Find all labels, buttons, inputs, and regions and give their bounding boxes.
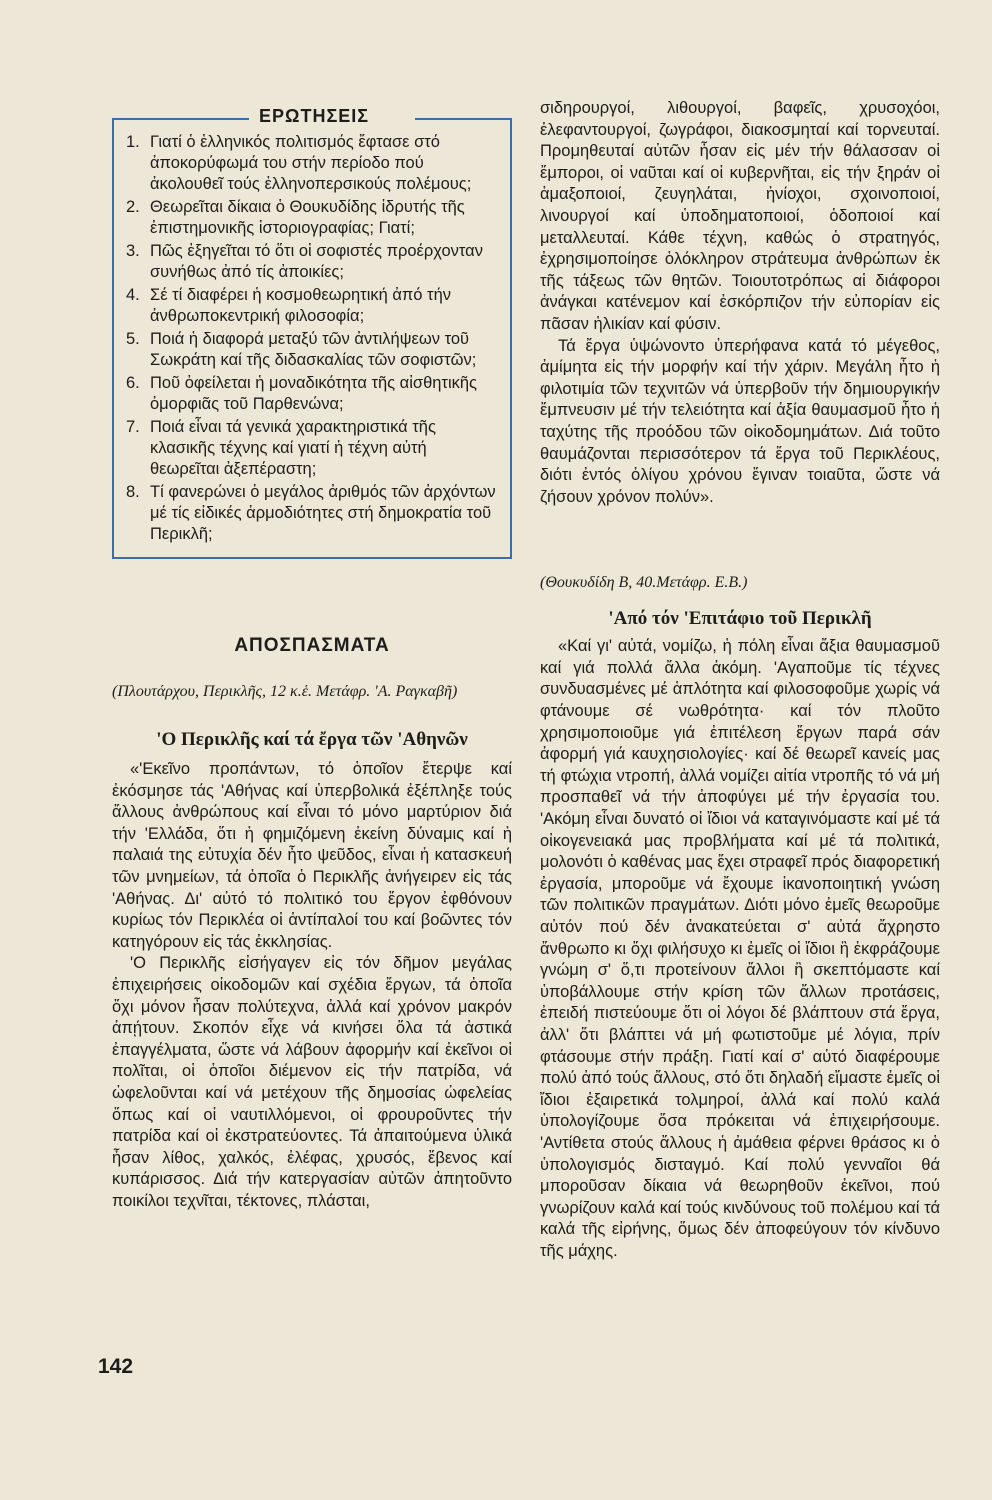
questions-title: ΕΡΩΤΗΣΕΙΣ	[259, 106, 370, 126]
question-item: 2. Θεωρεῖται δίκαια ὁ Θουκυδίδης ἱδρυτής τῆς ἐπιστημονικῆς ἱστοριογραφίας; Γιατί;	[126, 198, 465, 237]
question-item: 3. Πῶς ἐξηγεῖται τό ὅτι οἱ σοφιστές προέρχονταν συνήθως ἀπό τίς ἀποικίες;	[126, 242, 483, 281]
right-column	[540, 98, 940, 1263]
excerpt-citation-thucydides: (Θουκυδίδη Β, 40.Μετάφρ. Ε.Β.)	[540, 574, 748, 592]
paragraph: «'Εκεῖνο προπάντων, τό ὁποῖον ἔτερψε καί ἐκόσμησε τάς 'Αθήνας καί ὑπερβολικά ἐξέπληξε τούς ἄλλους ἀνθρώπους καί εἶναι τό μόνο μαρτύριον διά τήν 'Ελλάδα, ὅτι ἡ φημιζόμενη ἐκείνη δύναμις καί ἡ παλαιά της εὐτυχία δέν ἦτο ψεῦδος, εἶναι ἡ κατασκευή τῶν μνημείων, τά ὁποῖα ὁ Περικλῆς ἀνήγειρεν εἰς τάς 'Αθήνας. Δι' αὐτό τό πολιτικό του ἔργον ἐφθόνουν κυρίως τόν Περικλέα οἱ ἀντίπαλοί του καί βοῶντες τόν κατηγόρουν εἰς τάς ἐκκλησίας.	[112, 760, 512, 951]
questions-box	[112, 106, 512, 559]
question-item: 8. Τί φανερώνει ὁ μεγάλος ἀριθμός τῶν ἀρχόντων μέ τίς εἰδικές ἀρμοδιότητες στή δημοκρατία τοῦ Περικλῆ;	[126, 483, 496, 543]
question-item: 6. Ποῦ ὀφείλεται ἡ μοναδικότητα τῆς αἰσθητικῆς ὀμορφιᾶς τοῦ Παρθενώνα;	[126, 374, 477, 413]
excerpt-body-left	[112, 759, 512, 1212]
page-number: 142	[98, 1355, 134, 1378]
excerpt-citation-plutarch: (Πλουτάρχου, Περικλῆς, 12 κ.ἑ. Μετάφρ. 'Α. Ραγκαβῆ)	[112, 683, 458, 700]
paragraph: «Καί γι' αὐτά, νομίζω, ἡ πόλη εἶναι ἄξια θαυμασμοῦ καί γιά πολλά ἄλλα ἀκόμη. 'Αγαποῦμε τίς τέχνες συνδυασμένες μέ ἁπλότητα καί φιλοσοφοῦμε χωρίς νά φτάνουμε σέ νωθρότητα· καί τόν πλοῦτο χρησιμοποιοῦμε γιά ἐπιτέλεση ἔργων παρά σάν ἀφορμή γιά καυχησιολογίες· καί δέ θεωρεῖ κανείς μας τή φτώχια ντροπή, ἀλλά νομίζει αἰτία ντροπῆς τό νά μή προσπαθεῖ νά τήν ἀποφύγει μέ τήν ἐργασία του. 'Ακόμη εἶναι δυνατό οἱ ἴδιοι νά καταγινόμαστε καί μέ τά οἰκογενειακά μας προβλήματα καί μέ τά πολιτικά, μολονότι ὁ καθένας μας ἔχει στραφεῖ πρός διαφορετική ἐργασία, μποροῦμε νά ἔχουμε ἱκανοποιητική γνώση τῶν πολιτικῶν πραγμάτων. Διότι μόνο ἐμεῖς θεωροῦμε αὐτόν πού δέν ἀνακατεύεται σ' αὐτά ἄχρηστο ἄνθρωπο κι ὄχι φιλήσυχο κι ἐμεῖς οἱ ἴδιοι ἢ ἐκφράζουμε γνώμη σ' ὅ,τι προτείνουν ἄλλοι ἢ σκεπτόμαστε καί ὑποβάλλουμε στήν κρίση τῶν ἄλλων προτάσεις, ἐπειδή πιστεύουμε ὅτι οἱ λόγοι δέ βλάπτουν στά ἔργα, ἀλλ' ὅτι βλάπτει νά μή φωτιστοῦμε μέ λόγια, πρίν φτάσουμε στήν πράξη. Γιατί καί σ' αὐτό διαφέρουμε πολύ ἀπό τούς ἄλλους, στό ὅτι δηλαδή εἴμαστε ἐμεῖς οἱ ἴδιοι ἐξαιρετικά τολμηροί, ἀλλά καί πολύ καλά ὑπολογίζουμε ὅσα πρόκειται νά ἐπιχειρήσουμε. 'Αντίθετα στούς ἄλλους ἡ ἀμάθεια φέρνει θράσος κι ὁ ὑπολογισμός δισταγμό. Καί πολύ γενναῖοι θά μποροῦσαν δίκαια νά θεωρηθοῦν ἐκεῖνοι, πού γνωρίζουν καλά καί τούς κινδύνους τοῦ πολέμου καί τά καλά τῆς εἰρήνης, ὅμως δέν ἀποφεύγουν τόν κίνδυνο τῆς μάχης.	[540, 637, 940, 1260]
question-item: 5. Ποιά ἡ διαφορά μεταξύ τῶν ἀντιλήψεων τοῦ Σωκράτη καί τῆς διδασκαλίας τῶν σοφιστῶν;	[126, 330, 477, 369]
excerpts-title: ΑΠΟΣΠΑΣΜΑΤΑ	[234, 635, 390, 656]
questions-list	[126, 132, 500, 545]
question-item: 4. Σέ τί διαφέρει ἡ κοσμοθεωρητική ἀπό τήν ἀνθρωποκεντρική φιλοσοφία;	[126, 286, 451, 325]
paragraph: σιδηρουργοί, λιθουργοί, βαφεῖς, χρυσοχόοι, ἐλεφαντουργοί, ζωγράφοι, διακοσμηταί καί τορνευταί. Προμηθευταί αὐτῶν ἦσαν εἰς μέν τήν θάλασσαν οἱ ἔμποροι, οἱ ναῦται καί οἱ κυβερνῆται, εἰς τήν ξηράν οἱ ἁμαξοποιοί, ζευγηλάται, ἡνίοχοι, σχοινοποιοί, λινουργοί καί ὑποδηματοποιοί, ὁδοποιοί καί μεταλλευταί. Κάθε τέχνη, καθώς ὁ στρατηγός, ἐχρησιμοποίησε ὁλόκληρον στράτευμα ἀνθρώπων ἐκ τῆς τάξεως τῶν θητῶν. Τοιουτοτρόπως αἱ διάφοροι ἀνάγκαι κατένεμον καί ἐσκόρπιζον τήν εὐπορίαν εἰς πᾶσαν ἡλικίαν καί φύσιν.	[540, 99, 940, 333]
excerpt-body-right	[540, 98, 940, 508]
question-item: 1. Γιατί ὁ ἑλληνικός πολιτισμός ἔφτασε στό ἀποκορύφωμά του στήν περίοδο πού ἀκολουθεῖ τούς ἑλληνοπερσικούς πολέμους;	[126, 133, 472, 193]
excerpt-body-epitaph	[540, 636, 940, 1262]
excerpt-subtitle-pericles-works: 'Ο Περικλῆς καί τά ἔργα τῶν 'Αθηνῶν	[156, 729, 468, 750]
excerpt-subtitle-epitaph: 'Από τόν 'Επιτάφιο τοῦ Περικλῆ	[608, 608, 872, 630]
paragraph: 'Ο Περικλῆς εἰσήγαγεν εἰς τόν δῆμον μεγάλας ἐπιχειρήσεις οἰκοδομῶν καί σχέδια ἔργων, τά ὁποῖα ὄχι μόνον ἦσαν πολύτεχνα, ἀλλά καί χρόνον μακρόν ἀπῄτουν. Σκοπόν εἶχε νά κινήσει ὅλα τά ἀστικά ἐπαγγέλματα, ὥστε νά λάβουν ἀφορμήν καί ἐκεῖνοι οἱ πολῖται, οἱ ὁποῖοι διέμενον εἰς τήν πατρίδα, νά ὠφελοῦνται καί νά μετέχουν τῆς δημοσίας ὠφελείας ὅπως καί οἱ ναυτιλλόμενοι, οἱ φρουροῦντες τήν πατρίδα καί οἱ ἐκστρατεύοντες. Τά ἀπαιτούμενα ὑλικά ἦσαν λίθος, χαλκός, ἐλέφας, χρυσός, ἔβενος καί κυπάρισσος. Διά τήν κατεργασίαν αὐτῶν ἀπητοῦντο ποικίλοι τεχνῖται, τέκτονες, πλάσται,	[112, 954, 512, 1210]
question-item: 7. Ποιά εἶναι τά γενικά χαρακτηριστικά τῆς κλασικῆς τέχνης καί γιατί ἡ τέχνη αὐτή θεωρεῖται ἀξεπέραστη;	[126, 418, 436, 478]
paragraph: Τά ἔργα ὑψώνοντο ὑπερήφανα κατά τό μέγεθος, ἀμίμητα εἰς τήν μορφήν καί τήν χάριν. Μεγάλη ἦτο ἡ φιλοτιμία τῶν τεχνιτῶν νά ὑπερβοῦν τήν δημιουργικήν ἔμπνευσιν μέ τήν τελειότητα καί ἀξία θαυμασμοῦ ἦτο ἡ ταχύτης τῆς προόδου τῶν οἰκοδομημάτων. Διά τοῦτο θαυμάζονται περισσότερον τά ἔργα τοῦ Περικλέους, διότι ἐντός ὀλίγου χρόνου ἔγιναν τοιαῦτα, ὥστε νά ζήσουν χρόνον πολύν».	[540, 336, 940, 506]
left-column	[112, 100, 512, 1212]
